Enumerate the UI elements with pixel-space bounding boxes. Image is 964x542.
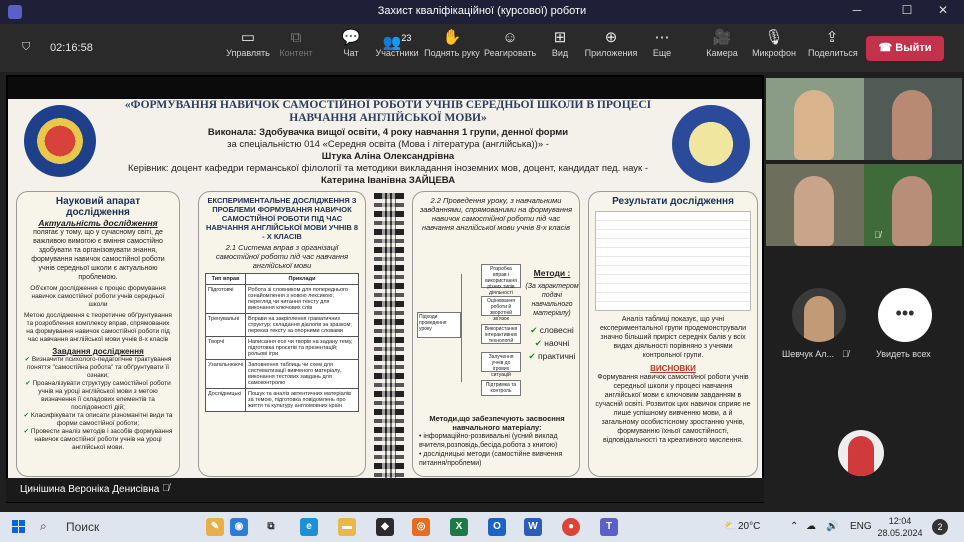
share-label: Поделиться xyxy=(808,48,858,58)
windows-start-icon[interactable] xyxy=(12,520,25,533)
copilot-app-icon[interactable]: ◉ xyxy=(230,518,248,536)
shared-screen xyxy=(6,75,764,503)
camera-button[interactable] xyxy=(702,28,742,58)
windows-taskbar xyxy=(0,512,964,542)
table-cell: Робота зі словником для попереднього ознайомлення з новою лексикою; перегляд чи читання тексту для виконання ключових слів xyxy=(246,285,359,314)
table-row xyxy=(206,360,359,389)
participant-video-tile[interactable] xyxy=(766,78,864,160)
university-emblem-right xyxy=(672,105,750,183)
avatar-image xyxy=(804,296,834,342)
chat-label: Чат xyxy=(343,48,359,58)
presenter-bar xyxy=(6,478,764,502)
slide-top-bar xyxy=(8,77,762,99)
lesson-panel xyxy=(412,191,580,477)
bottom-methods xyxy=(419,414,575,468)
participant-video-tile[interactable] xyxy=(864,78,962,160)
task-item xyxy=(23,428,173,452)
specialty-line: за спеціальністю 014 «Середня освіта (Мова і література (англійська))» - xyxy=(227,139,549,150)
chat-button[interactable] xyxy=(334,28,368,58)
view-label: Вид xyxy=(551,48,569,58)
microphone-button[interactable] xyxy=(750,28,798,58)
participant-video xyxy=(892,176,932,246)
table-cell: Пошук та аналіз автентичних матеріалів за темою, підготовка повідомлень про життя та культуру англомовних країн xyxy=(246,389,359,412)
author-line-text: Виконала: Здобувачка вищої освіти, 4 року навчання 1 групи, денної форми xyxy=(207,127,569,138)
participant-avatar[interactable] xyxy=(792,288,846,342)
check-icon: ✔ xyxy=(528,351,536,361)
research-apparatus-panel xyxy=(16,191,180,477)
notification-badge[interactable]: 2 xyxy=(932,519,948,535)
mic-off-icon: 🎙 xyxy=(764,29,784,46)
outlook-app-icon[interactable]: O xyxy=(488,518,506,536)
share-icon: ⇪ xyxy=(825,29,839,46)
apps-icon: ⊕ xyxy=(604,29,618,46)
table-header: Тип вправ xyxy=(206,274,246,285)
table-row xyxy=(206,314,359,337)
share-button[interactable] xyxy=(808,28,856,58)
raise-hand-button[interactable] xyxy=(424,28,480,58)
table-header-row xyxy=(206,274,359,285)
university-emblem-left xyxy=(24,105,96,177)
participant-video xyxy=(794,176,834,246)
check-icon: ✔ xyxy=(530,325,538,335)
content-label: Контент xyxy=(279,48,313,58)
table-row xyxy=(206,337,359,360)
check-icon: ✔ xyxy=(24,356,31,363)
temperature-text: 20°C xyxy=(738,521,761,532)
participant-video xyxy=(892,90,932,160)
language-indicator[interactable]: ENG xyxy=(850,521,872,532)
task-item xyxy=(23,380,173,412)
panel2-heading: ЕКСПЕРИМЕНТАЛЬНЕ ДОСЛІДЖЕННЯ З ПРОБЛЕМИ ФОРМУВАННЯ НАВИЧОК САМОСТІЙНОЇ РОБОТИ ПІД ЧАС НАВЧАННЯ АНГЛІЙСЬКОЇ МОВИ УЧНІВ 8 - Х КЛАСІВ xyxy=(205,196,359,241)
relevance-text: полягає у тому, що у сучасному світі, де важливою вимогою є вміння самостійно здобувати та організовувати знання, формування навичок самостійної роботи учнів середньої школи є актуальною проблемою. xyxy=(31,229,165,281)
bottom-method-item: • інформаційно-розвивальні (усний виклад вчителя,розповідь,бесіда,робота з книгою) xyxy=(419,433,558,449)
see-all-button[interactable] xyxy=(878,288,932,342)
slide-header xyxy=(98,99,678,187)
widgets-app-icon[interactable]: ✎ xyxy=(206,518,224,536)
table-cell: Написання есе чи творів на задану тему, підготовка проєктів та презентацій; рольові ігри xyxy=(246,337,359,360)
supervisor-line: Керівник: доцент кафедри германської філології та методики викладання іноземних мов, доцент, кандидат пед. наук - xyxy=(127,163,649,174)
task-text: Проаналізувати структуру самостійної роботи учнів на уроці англійської мови з метою визначення її складових елементів та послідовності дій; xyxy=(32,380,171,411)
bottom-method-text: дослідницькі методи (самостійне вивчення питання/проблеми) xyxy=(419,451,563,467)
search-icon: ⌕ xyxy=(40,519,47,533)
participant-avatar[interactable] xyxy=(838,430,884,476)
methods-note: (За характером подачі навчального матеріалу) xyxy=(525,283,579,317)
avatar-image xyxy=(848,436,874,476)
bottom-method-text: інформаційно-розвивальні (усний виклад вчителя,розповідь,бесіда,робота з книгою) xyxy=(419,433,558,449)
tasks-heading: Завдання дослідження xyxy=(52,347,144,356)
onedrive-icon[interactable]: ☁ xyxy=(806,521,816,532)
lesson-heading: 2.2 Проведення уроку, з навчальними завданнями, спрямованими на формування навичок самостійної роботи під час навчання англійської мови учнів 8-х класів xyxy=(419,196,573,232)
view-button[interactable] xyxy=(546,28,574,58)
participant-video-tile[interactable] xyxy=(766,164,864,246)
results-analysis: Аналіз таблиці показує, що учні експериментальної групи продемонстрували значно більший приріст середніх балів у всіх видах діяльності порівняно з учнями контрольної групи. xyxy=(599,316,747,359)
word-app-icon[interactable]: W xyxy=(524,518,542,536)
meeting-toolbar xyxy=(0,24,964,72)
teams-app-icon[interactable]: T xyxy=(600,518,618,536)
content-button[interactable] xyxy=(276,28,316,58)
presentation-slide xyxy=(8,77,762,479)
table-cell: Заповнення таблиць чи схем для систематизації вивченого матеріалу, виконання тестових завдань для самоконтролю xyxy=(246,360,359,389)
panel1-heading: Науковий апарат дослідження xyxy=(55,196,141,218)
exercise-system-heading: 2.1 Система вправ з організації самостійної роботи під час навчання англійської мови xyxy=(215,243,349,270)
react-label: Реагировать xyxy=(484,48,537,58)
table-cell: Вправи на закріплення граматичних структур; складання діалогів за зразком; переказ тексту за опорними словами xyxy=(246,314,359,337)
table-cell: Дослідницькі xyxy=(206,389,246,412)
manage-button[interactable] xyxy=(226,28,270,58)
leave-label: Выйти xyxy=(895,42,932,54)
participants-label: Участники xyxy=(375,48,419,58)
results-heading: Результати дослідження xyxy=(612,196,734,207)
diagram-connector xyxy=(461,274,477,382)
mic-off-icon: 🎙̸ xyxy=(874,230,881,240)
people-icon: 👥$^{23}$ xyxy=(382,33,412,51)
chrome-app-icon[interactable]: ● xyxy=(562,518,580,536)
author-name: Штука Аліна Олександрівна xyxy=(321,151,455,162)
react-icon: ☺ xyxy=(502,29,518,46)
diagram-root: Підходи проведення уроку xyxy=(417,312,461,338)
table-cell: Творчі xyxy=(206,337,246,360)
mic-off-icon: 🎙̸ xyxy=(162,483,170,494)
speaker-icon[interactable]: 🔊 xyxy=(826,521,839,532)
conclusions-heading: ВИСНОВКИ xyxy=(650,364,696,373)
diagram-box: Розробка вправ і використання різних типів діяльності xyxy=(481,264,521,288)
close-window-button[interactable]: ✕ xyxy=(937,3,949,17)
participants-button[interactable] xyxy=(374,28,420,58)
minimize-button[interactable]: ─ xyxy=(852,3,862,17)
results-panel xyxy=(588,191,758,477)
table-cell: Узагальнюючі xyxy=(206,360,246,389)
edge-app-icon[interactable]: e xyxy=(300,518,318,536)
see-all-label: Увидеть всех xyxy=(876,349,931,359)
methods-block xyxy=(525,268,579,363)
method-item xyxy=(525,337,579,350)
tasks-list xyxy=(23,356,173,452)
title-bar xyxy=(0,0,964,24)
leave-button[interactable] xyxy=(866,36,944,61)
methods-list xyxy=(525,324,579,363)
raise-hand-label: Поднять руку xyxy=(424,48,480,58)
diagram-box: Підтримка та контроль xyxy=(481,380,521,396)
diagram-box: Залучення учнів до ігрових ситуацій xyxy=(481,352,521,372)
method-text: словесні xyxy=(539,325,574,335)
more-button[interactable] xyxy=(648,28,676,58)
raise-hand-icon: ✋ xyxy=(442,29,462,46)
bottom-methods-heading: Методи,що забезпечують засвоєння навчального матеріалу: xyxy=(429,414,565,432)
taskbar-clock[interactable] xyxy=(876,515,924,539)
manage-label: Управлять xyxy=(226,48,270,58)
slide-title: «ФОРМУВАННЯ НАВИЧОК САМОСТІЙНОЇ РОБОТИ УЧНІВ СЕРЕДНЬОЇ ШКОЛИ В ПРОЦЕСІ НАВЧАННЯ АНГЛІЙСЬКОЇ МОВИ» xyxy=(124,99,652,124)
view-icon: ⊞ xyxy=(553,29,567,46)
apps-button[interactable] xyxy=(584,28,638,58)
experimental-study-panel xyxy=(198,191,366,477)
participant-video xyxy=(794,90,834,160)
relevance-heading: Актуальність дослідження xyxy=(38,218,158,228)
conclusions-text: Формування навичок самостійної роботи учнів середньої школи у процесі навчання англійської мови є ключовим завданням в сучасній освіті. Розвиток цих навичок сприяє не лише успішному вивченню мови, а й загальному особистісному зростанню учнів, формуванню їхньої самостійності, відповідальності та креативного мислення. xyxy=(595,374,751,444)
task-text: Провести аналіз методів і засобів формування навичок самостійної роботи учнів на уроці англійської мови. xyxy=(30,428,173,451)
check-icon: ✔ xyxy=(25,380,31,387)
table-row xyxy=(206,285,359,314)
mic-off-icon: 🎙̸ xyxy=(842,349,849,359)
more-label: Еще xyxy=(652,48,672,58)
tray-chevron-icon[interactable]: ⌃ xyxy=(790,521,799,532)
clock-date: 28.05.2024 xyxy=(877,528,923,538)
task-text: Класифікувати та описати різноманітні види та форми самостійної роботи; xyxy=(30,412,173,427)
participants-count: 23 xyxy=(401,33,412,43)
bottom-method-item: • дослідницькі методи (самостійне вивчення питання/проблеми) xyxy=(419,451,563,467)
check-icon: ✔ xyxy=(23,428,30,435)
method-text: наочні xyxy=(544,338,570,348)
aim-text: Метою дослідження є теоретичне обґрунтування та розроблення комплексу вправ, спрямованих на формування навичок самостійної роботи під час навчання англійської мови учнів 8-х класів xyxy=(24,312,172,343)
chat-icon: 💬 xyxy=(341,29,361,46)
method-item xyxy=(525,350,579,363)
task-text: Визначити психолого-педагогічне трактування поняття "самостійна робота" та обґрунтувати її ознаки; xyxy=(26,356,172,379)
meeting-timer: 02:16:58 xyxy=(50,42,93,54)
file-explorer-icon[interactable]: ▬ xyxy=(338,518,356,536)
participant-video-tile[interactable] xyxy=(864,164,962,246)
camera-label: Камера xyxy=(706,48,738,58)
diagram-box: Використання інтерактивних технологій xyxy=(481,324,521,344)
microphone-label: Микрофон xyxy=(752,48,796,58)
apps-label: Приложения xyxy=(584,48,638,58)
clock-time: 12:04 xyxy=(888,516,912,526)
exercise-table xyxy=(205,273,359,412)
window-title: Захист кваліфікаційної (курсової) роботи xyxy=(377,5,587,17)
diagram-box: Оцінювання роботи й зворотній зв'язок xyxy=(481,296,521,316)
participant-name: Шевчук Ал... xyxy=(782,349,835,359)
more-icon: ⋯ xyxy=(654,29,670,46)
results-table xyxy=(595,211,751,311)
task-view-icon[interactable]: ⧉ xyxy=(267,521,275,532)
method-item xyxy=(525,324,579,337)
table-cell: Тренувальні xyxy=(206,314,246,337)
firefox-app-icon[interactable]: ◎ xyxy=(412,518,430,536)
table-row xyxy=(206,389,359,412)
object-text: Об'єктом дослідження є процес формування навичок самостійної роботи учнів середньої школи xyxy=(30,285,166,308)
methods-heading: Методи : xyxy=(533,268,571,278)
phone-hangup-icon: ☎ xyxy=(878,42,896,54)
weather-icon[interactable]: ⛅ xyxy=(724,521,737,532)
task-item xyxy=(23,356,173,380)
more-icon: ••• xyxy=(895,303,915,323)
method-text: практичні xyxy=(537,351,576,361)
presenter-name: Цинішина Вероніка Денисівна xyxy=(20,484,160,495)
shield-icon: ⛉ xyxy=(22,41,31,53)
table-header: Приклади xyxy=(246,274,359,285)
camera-off-icon: 🎥 xyxy=(712,29,732,46)
check-icon: ✔ xyxy=(23,412,30,419)
share-screen-icon: ▭ xyxy=(240,29,256,46)
check-icon: ✔ xyxy=(534,338,542,348)
decorative-ornament xyxy=(374,193,404,479)
search-label: Поиск xyxy=(66,520,100,534)
react-button[interactable] xyxy=(484,28,536,58)
task-item xyxy=(23,412,173,428)
maximize-button[interactable]: ☐ xyxy=(901,3,913,17)
author-line xyxy=(98,127,678,139)
table-cell: Підготовчі xyxy=(206,285,246,314)
content-icon: ⧉ xyxy=(290,29,302,46)
store-app-icon[interactable]: ◆ xyxy=(376,518,394,536)
excel-app-icon[interactable]: X xyxy=(450,518,468,536)
supervisor-name: Катерина Іванівна ЗАЙЦЕВА xyxy=(320,175,456,186)
